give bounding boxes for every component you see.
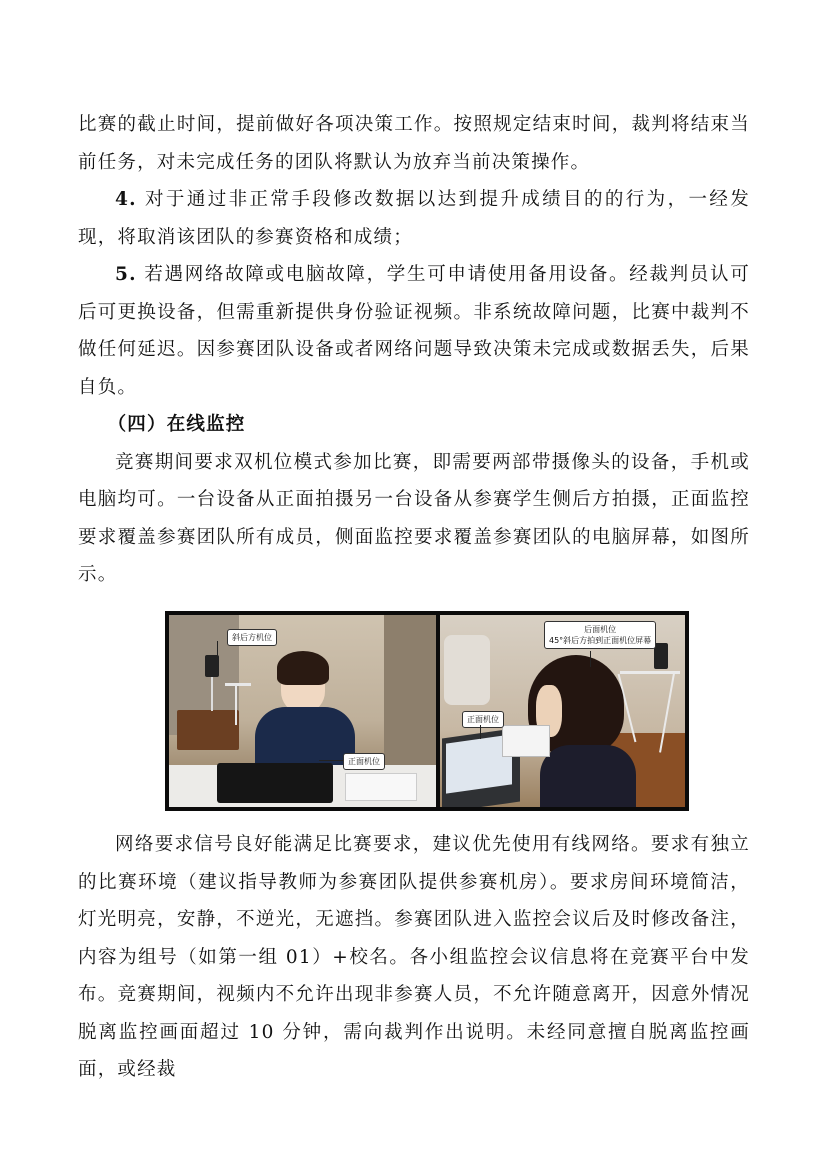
- paragraph-item-4: [78, 181, 750, 256]
- label-rear-oblique-camera: 斜后方机位: [227, 629, 277, 646]
- item-number-4: 4.: [115, 189, 137, 210]
- label-front-camera-side: 正面机位: [462, 711, 504, 728]
- rear-camera-note: 45°斜后方拍到正面机位屏幕: [549, 636, 652, 645]
- leader-line: [319, 760, 343, 761]
- paragraph-network: 网络要求信号良好能满足比赛要求，建议优先使用有线网络。要求有独立的比赛环境（建议指导教师为参赛团队提供参赛机房）。要求房间环境简洁，灯光明亮，安静，不逆光，无遮挡。参赛团队进入监控会议后及时修改备注，内容为组号（如第一组 01）+校名。各小组监控会议信息将在竞赛平台中发布。竞赛期间，视频内不允许出现非参赛人员，不允许随意离开，因意外情况脱离监控画面超过 10 分钟，需向裁判作出说明。未经同意擅自脱离监控画面，或经裁: [78, 834, 750, 1080]
- leader-line: [217, 641, 218, 657]
- rear-camera-title: 后面机位: [584, 625, 617, 634]
- side-camera-photo: [440, 615, 685, 807]
- paragraph-item-5: [78, 256, 750, 406]
- leader-line: [480, 725, 481, 739]
- item-5-text: 若遇网络故障或电脑故障，学生可申请使用备用设备。经裁判员认可后可更换设备，但需重新提供身份验证视频。非系统故障问题，比赛中裁判不做任何延迟。因参赛团队设备或者网络问题导致决策未完成或数据丢失，后果自负。: [78, 264, 750, 398]
- paragraph-1: 比赛的截止时间，提前做好各项决策工作。按照规定结束时间，裁判将结束当前任务，对未完成任务的团队将默认为放弃当前决策操作。: [78, 114, 750, 173]
- dual-camera-figure: [165, 611, 689, 811]
- item-4-text: 对于通过非正常手段修改数据以达到提升成绩目的的行为，一经发现，将取消该团队的参赛资格和成绩；: [78, 189, 750, 248]
- section-heading: （四）在线监控: [107, 414, 246, 435]
- paragraph-monitoring: 竞赛期间要求双机位模式参加比赛，即需要两部带摄像头的设备，手机或电脑均可。一台设备从正面拍摄另一台设备从参赛学生侧后方拍摄，正面监控要求覆盖参赛团队所有成员，侧面监控要求覆盖参赛团队的电脑屏幕，如图所示。: [78, 451, 750, 585]
- text-block-top: [78, 106, 750, 594]
- item-number-5: 5.: [115, 264, 137, 285]
- label-rear-camera: [544, 621, 656, 649]
- label-front-camera: 正面机位: [343, 753, 385, 770]
- leader-line: [590, 651, 591, 667]
- front-camera-photo: [169, 615, 436, 807]
- text-block-bottom: [78, 826, 750, 1089]
